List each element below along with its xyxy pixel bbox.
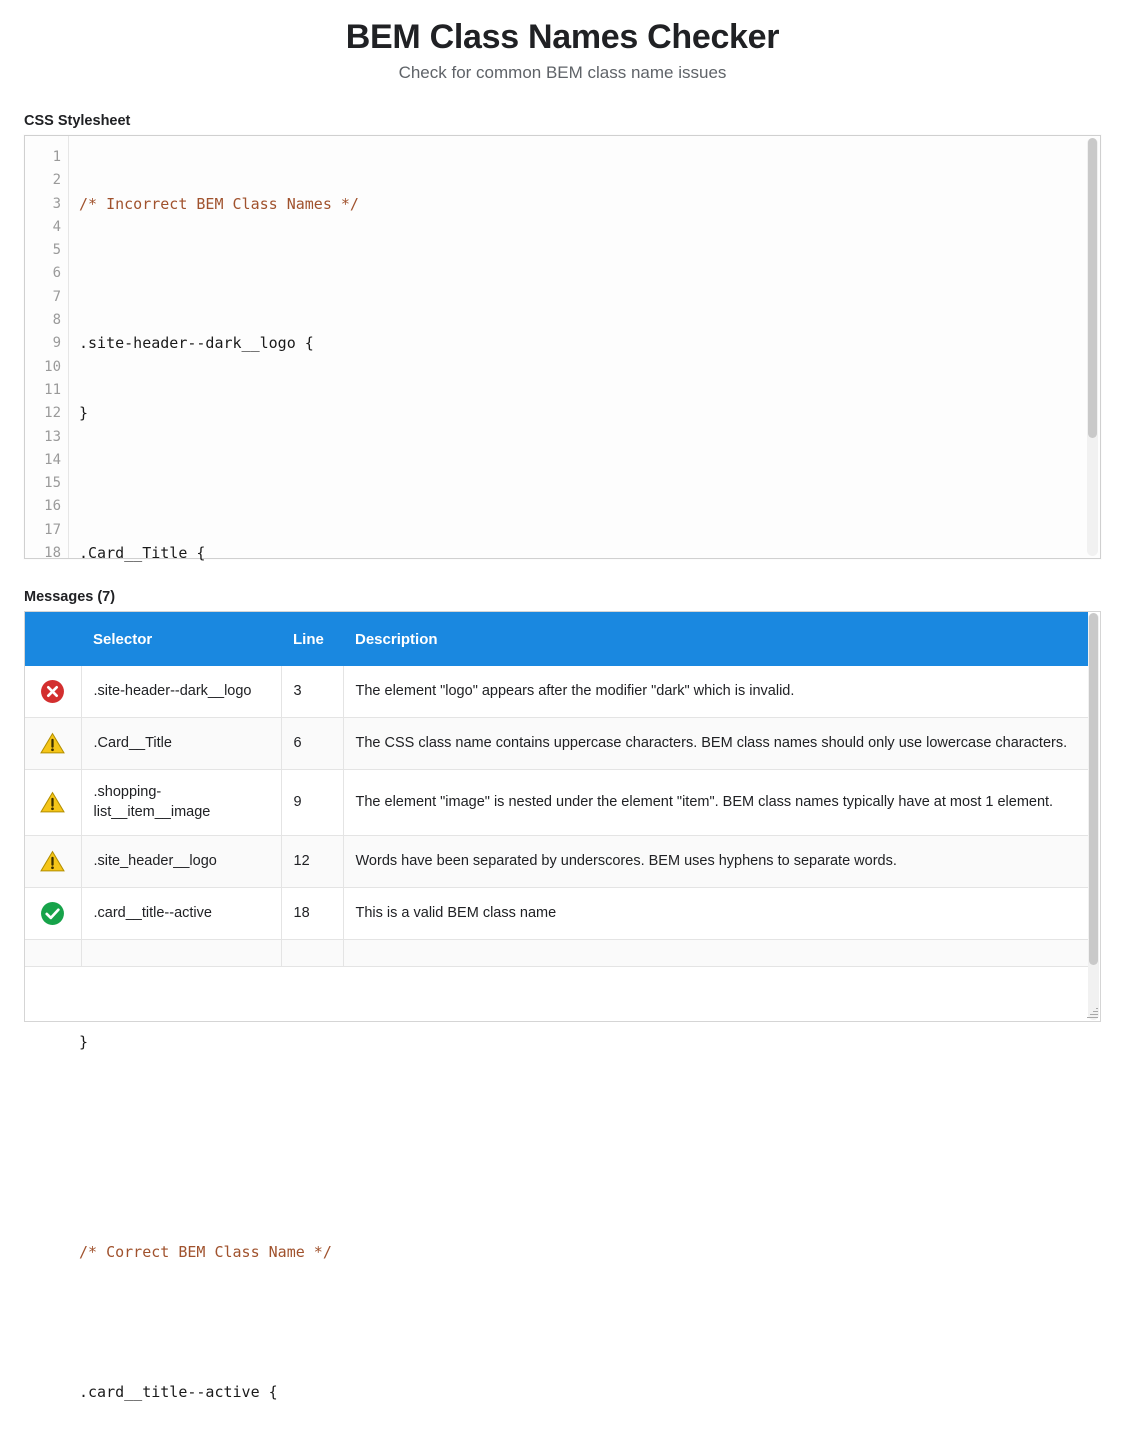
success-icon <box>40 901 65 926</box>
line-number: 12 <box>44 405 61 422</box>
code-line: .Card__Title { <box>79 544 206 563</box>
app-header <box>24 0 1101 83</box>
table-row[interactable] <box>25 836 1088 888</box>
css-stylesheet-label: CSS Stylesheet <box>24 113 131 129</box>
code-line <box>79 1101 1100 1124</box>
code-line: /* Correct BEM Class Name */ <box>79 1242 332 1261</box>
column-header-selector: Selector <box>81 612 281 666</box>
code-line <box>79 262 1100 285</box>
line-number: 17 <box>44 521 61 538</box>
table-header-row <box>25 612 1088 666</box>
line-number: 1 <box>52 149 61 165</box>
selector-cell: .site-header--dark__logo <box>81 666 281 718</box>
status-cell <box>25 940 81 967</box>
line-cell: 9 <box>281 770 343 836</box>
line-number-gutter <box>25 136 69 562</box>
column-header-status <box>25 612 81 666</box>
warning-icon <box>40 849 65 874</box>
messages-table-body <box>25 666 1088 967</box>
description-cell: The CSS class name contains uppercase characters. BEM class names should only use lowercase characters. <box>343 718 1088 770</box>
code-line <box>79 1171 1100 1194</box>
line-number: 6 <box>52 265 61 282</box>
code-line: } <box>79 404 89 423</box>
line-number: 18 <box>44 545 61 562</box>
line-number: 8 <box>52 312 61 329</box>
line-cell: 6 <box>281 718 343 770</box>
line-number: 2 <box>52 172 61 189</box>
code-line <box>79 472 1100 495</box>
line-number: 10 <box>44 358 61 375</box>
selector-cell: .card__title--active <box>81 888 281 940</box>
line-number: 14 <box>44 451 61 468</box>
line-cell <box>281 940 343 967</box>
table-scrollbar-thumb[interactable] <box>1089 613 1098 965</box>
line-cell: 18 <box>281 888 343 940</box>
table-vertical-scrollbar[interactable] <box>1088 613 1099 1020</box>
editor-scrollbar-thumb[interactable] <box>1088 138 1097 438</box>
line-number: 5 <box>52 242 61 259</box>
warning-icon <box>40 790 65 815</box>
code-line <box>79 1311 1100 1334</box>
warning-icon <box>40 731 65 756</box>
status-cell <box>25 666 81 718</box>
line-number: 16 <box>44 498 61 515</box>
line-number: 3 <box>52 195 61 212</box>
code-line: .card__title--active { <box>79 1382 278 1401</box>
selector-cell: .shopping-list__item__image <box>81 770 281 836</box>
description-cell: The element "image" is nested under the element "item". BEM class names typically have at most 1 element. <box>343 770 1088 836</box>
line-cell: 3 <box>281 666 343 718</box>
line-number: 7 <box>52 288 61 305</box>
error-icon <box>40 679 65 704</box>
line-number: 9 <box>52 335 61 352</box>
line-number: 13 <box>44 428 61 445</box>
messages-label: Messages (7) <box>24 589 116 605</box>
resize-handle-icon[interactable] <box>1086 1007 1098 1019</box>
description-cell: The element "logo" appears after the modifier "dark" which is invalid. <box>343 666 1088 718</box>
description-cell: This is a valid BEM class name <box>343 888 1088 940</box>
status-cell <box>25 718 81 770</box>
line-number: 11 <box>44 381 61 398</box>
table-row[interactable] <box>25 770 1088 836</box>
messages-table-container[interactable] <box>24 611 1101 1022</box>
table-row[interactable] <box>25 666 1088 718</box>
description-cell: Words have been separated by underscores. BEM uses hyphens to separate words. <box>343 836 1088 888</box>
line-cell: 12 <box>281 836 343 888</box>
selector-cell <box>81 940 281 967</box>
description-cell <box>343 940 1088 967</box>
page-subtitle: Check for common BEM class name issues <box>398 63 727 82</box>
line-number: 4 <box>52 218 61 235</box>
selector-cell: .site_header__logo <box>81 836 281 888</box>
table-row[interactable] <box>25 940 1088 967</box>
status-cell <box>25 836 81 888</box>
table-row[interactable] <box>25 888 1088 940</box>
status-cell <box>25 888 81 940</box>
table-row[interactable] <box>25 718 1088 770</box>
column-header-line: Line <box>281 612 343 666</box>
status-cell <box>25 770 81 836</box>
code-line: } <box>79 1033 89 1052</box>
code-line: .site-header--dark__logo { <box>79 334 314 353</box>
messages-table-header <box>25 612 1088 666</box>
messages-table <box>25 612 1088 967</box>
selector-cell: .Card__Title <box>81 718 281 770</box>
column-header-description: Description <box>343 612 1088 666</box>
editor-vertical-scrollbar[interactable] <box>1087 138 1098 556</box>
page-title: BEM Class Names Checker <box>345 18 780 56</box>
line-number: 15 <box>44 475 61 492</box>
code-line: /* Incorrect BEM Class Names */ <box>79 194 359 213</box>
